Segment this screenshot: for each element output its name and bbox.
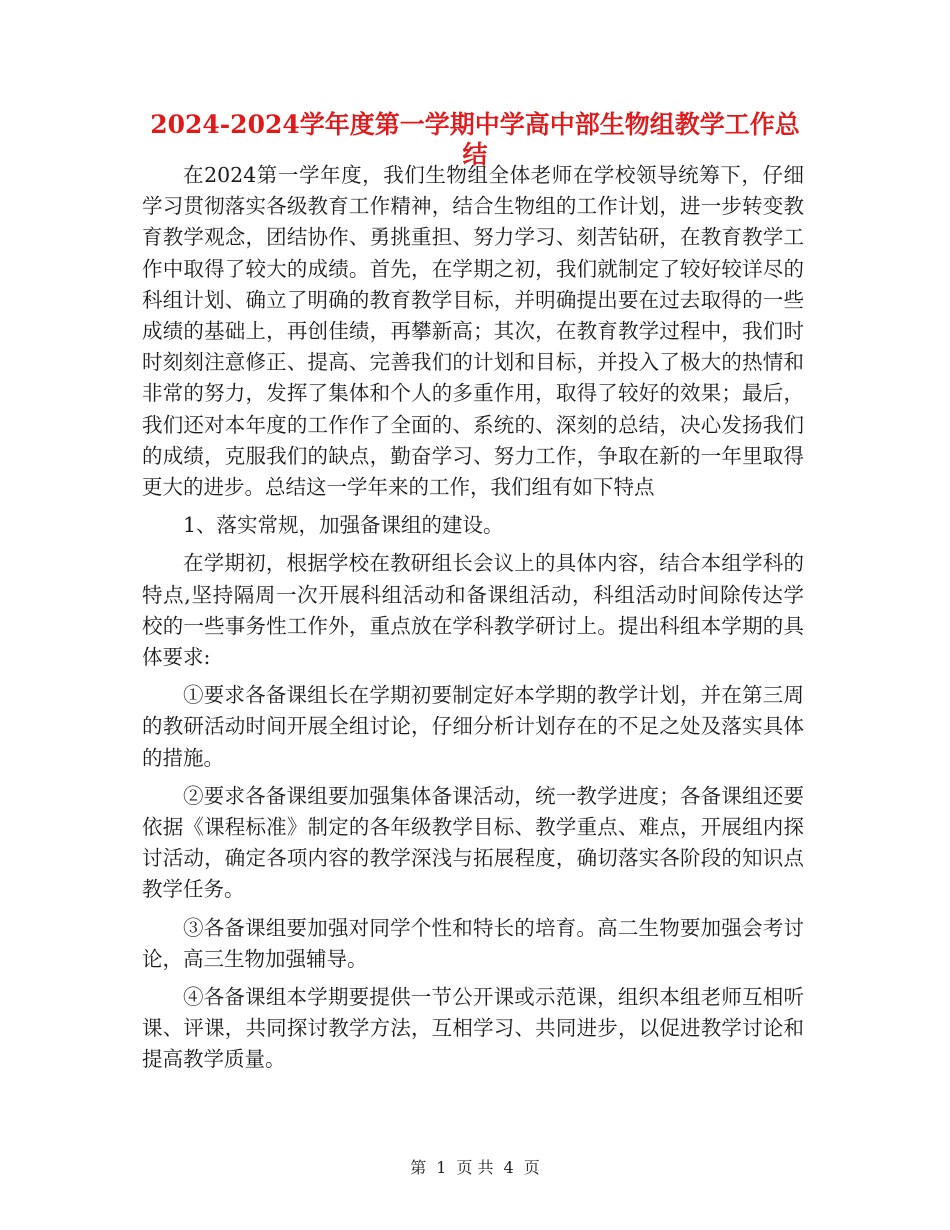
section-heading-1: 1、落实常规，加强备课组的建设。 — [183, 513, 504, 538]
footer-label-end: 页 — [523, 1158, 540, 1177]
list-item-requirement-1: ①要求各备课组长在学期初要制定好本学期的教学计划，并在第三周的教研活动时间开展全组讨论，仔细分析计划存在的不足之处及落实具体的措施。 — [142, 683, 804, 770]
footer-total-pages: 4 — [503, 1158, 514, 1177]
paragraph-section-1: 在学期初，根据学校在教研组长会议上的具体内容，结合本组学科的特点,坚持隔周一次开展科组活动和备课组活动，科组活动时间除传达学校的一些事务性工作外，重点放在学科教学研讨上。提出科组本学期的具体要求: — [142, 551, 804, 670]
document-body — [142, 160, 804, 1076]
paragraph-intro: 在2024第一学年度，我们生物组全体老师在学校领导统筹下，仔细学习贯彻落实各级教育工作精神，结合生物组的工作计划，进一步转变教育教学观念，团结协作、勇挑重担、努力学习、刻苦钻研，在教育教学工作中取得了较大的成绩。首先，在学期之初，我们就制定了较好较详尽的科组计划、确立了明确的教育教学目标，并明确提出要在过去取得的一些成绩的基础上，再创佳绩，再攀新高；其次，在教育教学过程中，我们时时刻刻注意修正、提高、完善我们的计划和目标，并投入了极大的热情和非常的努力，发挥了集体和个人的多重作用，取得了较好的效果；最后，我们还对本年度的工作作了全面的、系统的、深刻的总结，决心发扬我们的成绩，克服我们的缺点，勤奋学习、努力工作，争取在新的一年里取得更大的进步。总结这一学年来的工作，我们组有如下特点 — [142, 163, 804, 500]
list-item-requirement-4: ④各备课组本学期要提供一节公开课或示范课，组织本组老师互相听课、评课，共同探讨教学方法，互相学习、共同进步，以促进教学讨论和提高教学质量。 — [142, 985, 804, 1072]
list-item-requirement-2: ②要求各备课组要加强集体备课活动，统一教学进度；各备课组还要依据《课程标准》制定的各年级教学目标、教学重点、难点，开展组内探讨活动，确定各项内容的教学深浅与拓展程度，确切落实各阶段的知识点教学任务。 — [142, 783, 804, 902]
list-item-requirement-3: ③各备课组要加强对同学个性和特长的培育。高二生物要加强会考讨论，高三生物加强辅导。 — [142, 915, 804, 971]
footer-label-page: 第 — [410, 1158, 427, 1177]
footer-label-of: 页 共 — [456, 1158, 494, 1177]
document-title: 2024-2024学年度第一学期中学高中部生物组教学工作总结 — [150, 110, 800, 169]
footer-current-page: 1 — [436, 1158, 447, 1177]
page-footer — [0, 1158, 950, 1178]
